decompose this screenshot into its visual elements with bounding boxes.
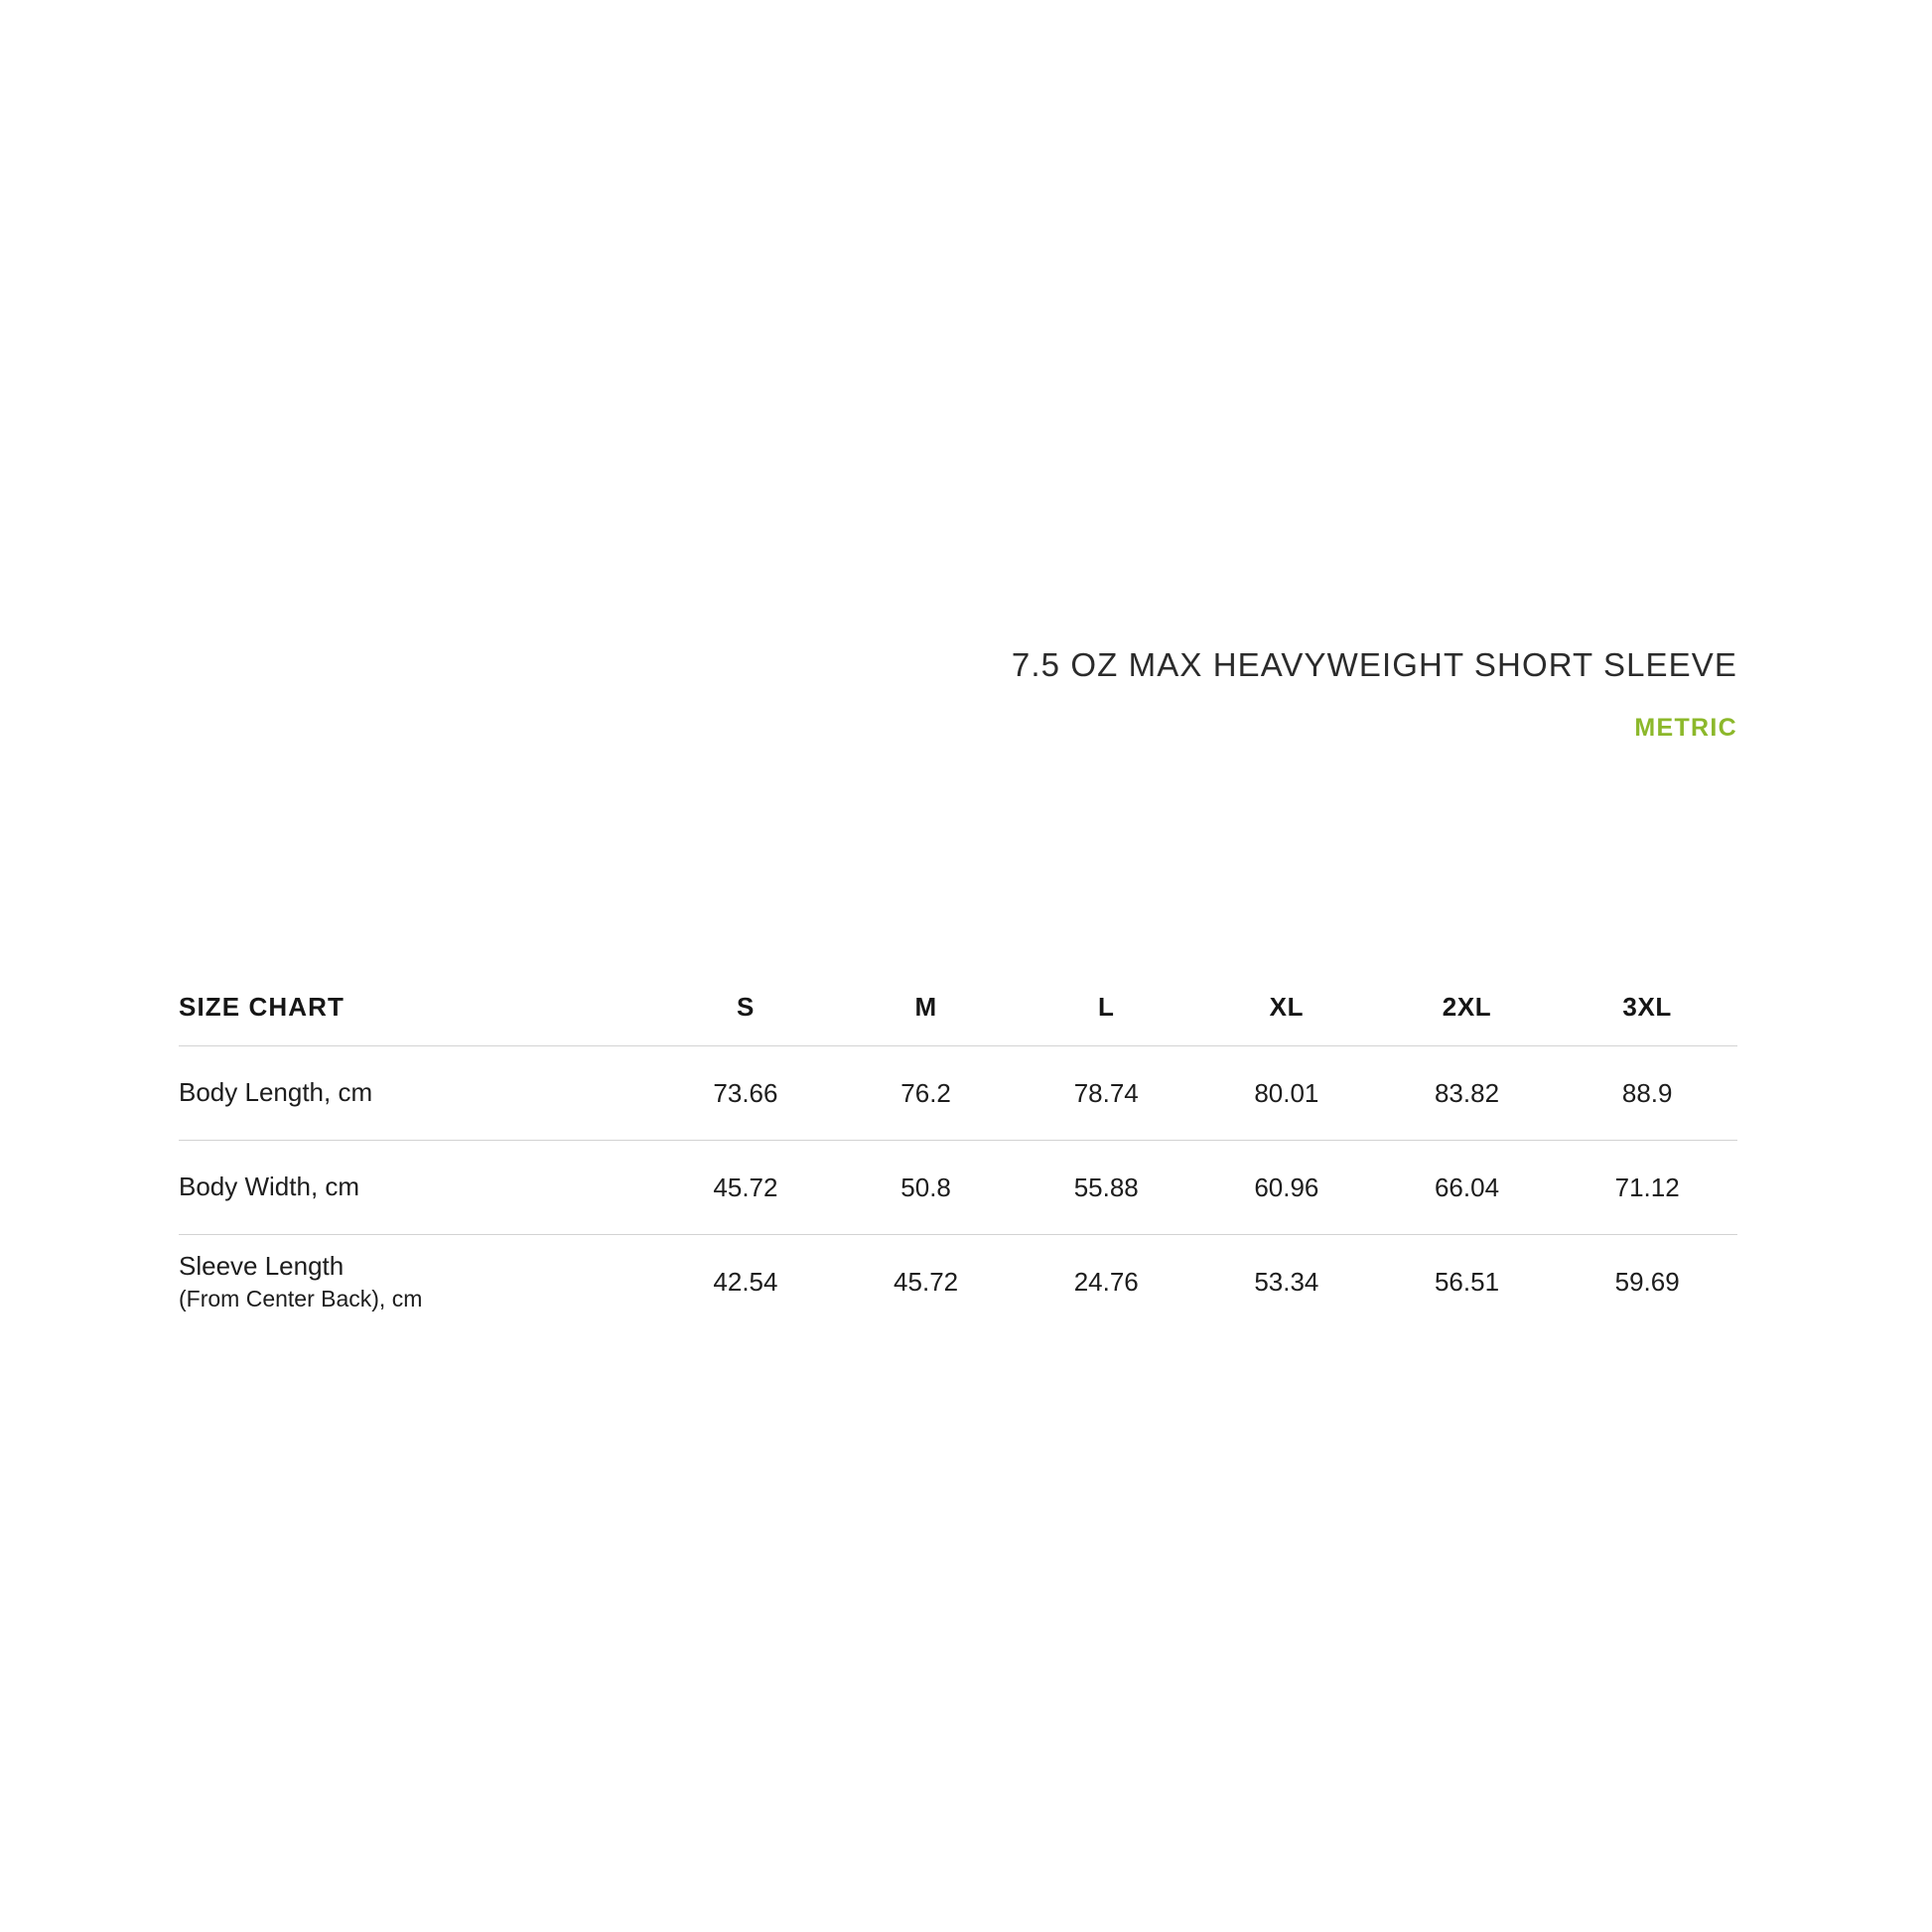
cell-sleeve-length-m: 45.72	[894, 1266, 959, 1297]
cell-body-width-m: 50.8	[836, 1141, 1017, 1235]
row-label-text: Sleeve Length	[179, 1250, 345, 1281]
cell-body-width-2xl: 66.04	[1377, 1141, 1558, 1235]
column-header-xl: XL	[1196, 968, 1377, 1046]
page-title: 7.5 OZ MAX HEAVYWEIGHT SHORT SLEEVE	[1011, 646, 1737, 683]
table-row	[179, 1141, 1737, 1235]
row-label-body-length	[179, 1046, 655, 1141]
table-header-row	[179, 968, 1737, 1046]
column-header-m: M	[836, 968, 1017, 1046]
cell-sleeve-length-xl: 53.34	[1254, 1266, 1319, 1297]
cell-body-length-s: 73.66	[655, 1046, 836, 1141]
column-header-s: S	[655, 968, 836, 1046]
cell-body-length-3xl: 88.9	[1557, 1046, 1737, 1141]
row-label-subtext: (From Center Back), cm	[179, 1286, 423, 1312]
cell-body-width-s: 45.72	[655, 1141, 836, 1235]
size-chart-table	[179, 968, 1737, 1328]
column-header-size-chart: SIZE CHART	[179, 968, 655, 1046]
table-row	[179, 1235, 1737, 1329]
cell-sleeve-length-s: 42.54	[713, 1266, 778, 1297]
cell-body-width-l: 55.88	[1016, 1141, 1196, 1235]
header	[179, 645, 1737, 743]
size-chart-container	[179, 968, 1737, 1328]
cell-body-length-2xl: 83.82	[1377, 1046, 1558, 1141]
table-row	[179, 1046, 1737, 1141]
cell-body-length-l: 78.74	[1016, 1046, 1196, 1141]
cell-body-length-m: 76.2	[836, 1046, 1017, 1141]
cell-body-width-3xl: 71.12	[1557, 1141, 1737, 1235]
column-header-l: L	[1016, 968, 1196, 1046]
cell-body-length-xl: 80.01	[1196, 1046, 1377, 1141]
column-header-3xl: 3XL	[1557, 968, 1737, 1046]
cell-sleeve-length-3xl: 59.69	[1614, 1266, 1680, 1297]
row-label-text: Body Length, cm	[179, 1077, 373, 1108]
cell-body-width-xl: 60.96	[1196, 1141, 1377, 1235]
cell-sleeve-length-l: 24.76	[1073, 1266, 1139, 1297]
row-label-text: Body Width, cm	[179, 1172, 360, 1202]
column-header-2xl: 2XL	[1377, 968, 1558, 1046]
unit-system-label: METRIC	[1634, 713, 1737, 742]
row-label-body-width	[179, 1141, 655, 1235]
cell-sleeve-length-2xl: 56.51	[1434, 1266, 1500, 1297]
row-label-sleeve-length	[179, 1235, 655, 1329]
